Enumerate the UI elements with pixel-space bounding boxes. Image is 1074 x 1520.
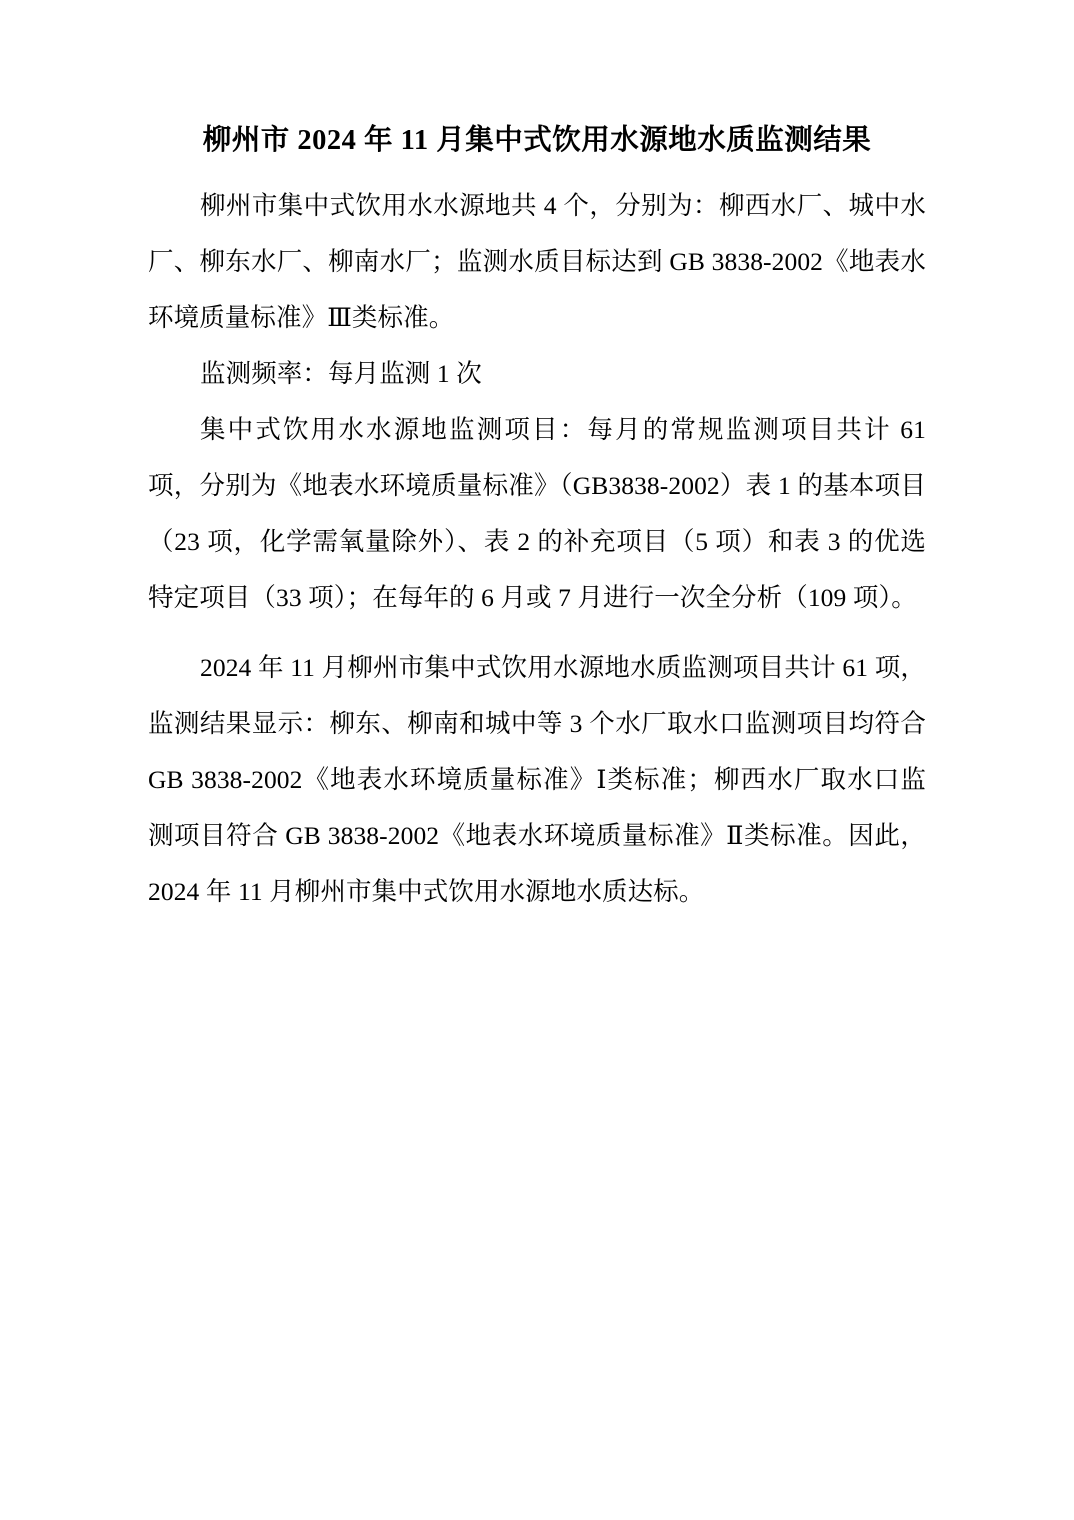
paragraph-monitoring-items: 集中式饮用水水源地监测项目：每月的常规监测项目共计 61 项，分别为《地表水环境质量标准》（GB3838-2002）表 1 的基本项目（23 项，化学需氧量除外）、表 2 的补充项目（5 项）和表 3 的优选特定项目（33 项）；在每年的 6 月或 7 月进行一次全分析（109 项）。 — [148, 415, 926, 612]
paragraph-results: 2024 年 11 月柳州市集中式饮用水源地水质监测项目共计 61 项，监测结果显示：柳东、柳南和城中等 3 个水厂取水口监测项目均符合 GB 3838-2002《地表水环境质量标准》Ⅰ类标准；柳西水厂取水口监测项目符合 GB 3838-2002《地表水环境质量标准》Ⅱ类标准。因此，2024 年 11 月柳州市集中式饮用水源地水质达标。 — [148, 653, 926, 906]
paragraph-water-sources: 柳州市集中式饮用水水源地共 4 个，分别为：柳西水厂、城中水厂、柳东水厂、柳南水厂；监测水质目标达到 GB 3838-2002《地表水环境质量标准》Ⅲ类标准。 — [148, 191, 926, 332]
paragraph-spacer — [148, 626, 926, 640]
page-title: 柳州市 2024 年 11 月集中式饮用水源地水质监测结果 — [202, 125, 872, 156]
paragraph-monitoring-frequency: 监测频率：每月监测 1 次 — [200, 359, 482, 388]
